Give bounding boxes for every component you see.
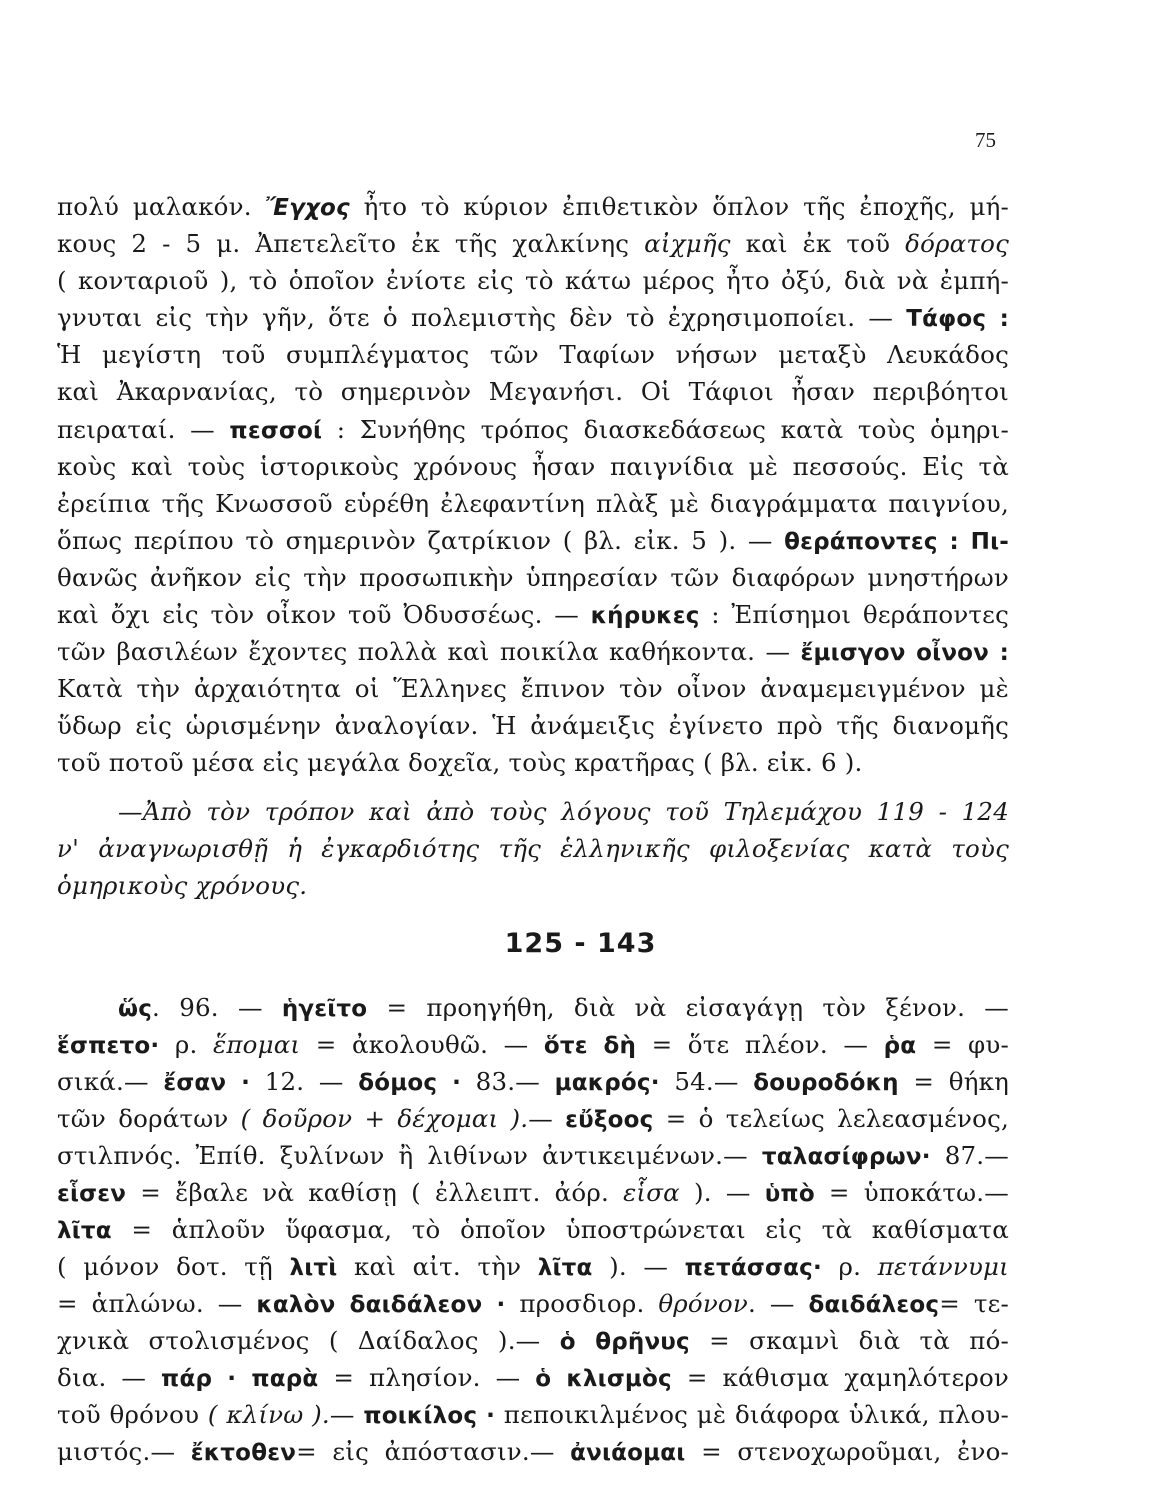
text-line: χνικὰ στολισμένος ( Δαίδαλος ).— ὁ θρῆνυς = σκαμνὶ διὰ τὰ πό- <box>57 1326 1009 1355</box>
text-line: εἷσεν = ἔβαλε νὰ καθίσῃ ( ἐλλειπτ. ἀόρ. εἷσα ). — ὑπὸ = ὑποκάτω.— <box>57 1178 1009 1207</box>
text-line: Ἡ μεγίστη τοῦ συμπλέγματος τῶν Ταφίων νήσων μεταξὺ Λευκάδος <box>57 340 1009 369</box>
text-line: μιστός.— ἔκτοθεν= εἰς ἀπόστασιν.— ἀνιάομαι = στενοχωροῦμαι, ἐνο- <box>57 1437 1009 1466</box>
text-line: ( μόνον δοτ. τῇ λιτὶ καὶ αἰτ. τὴν λῖτα ). — πετάσσας· ρ. πετάννυμι <box>57 1252 1009 1281</box>
text-line: δια. — πάρ · παρὰ = πλησίον. — ὁ κλισμὸς = κάθισμα χαμηλότερον <box>57 1363 1009 1392</box>
term-tafos: Τάφος <box>906 306 987 332</box>
text-line: σικά.— ἔσαν · 12. — δόμος · 83.— μακρός· 54.— δουροδόκη = θήκη <box>57 1067 1009 1096</box>
text-line: ὕδωρ εἰς ὡρισμένην ἀναλογίαν. Ἡ ἀνάμειξις ἐγίνετο πρὸ τῆς διανομῆς <box>57 711 1009 740</box>
text-line: κους 2 - 5 μ. Ἀπετελεῖτο ἐκ τῆς χαλκίνης αἰχμῆς καὶ ἐκ τοῦ δόρατος <box>57 229 1009 258</box>
text-line: ἕσπετο· ρ. ἕπομαι = ἀκολουθῶ. — ὅτε δὴ = ὅτε πλέον. — ῥα = φυ- <box>57 1030 1009 1059</box>
page-number: 75 <box>975 128 996 152</box>
term-enchos: Ἔγχος <box>265 195 350 221</box>
text-line: στιλπνός. Ἐπίθ. ξυλίνων ἢ λιθίνων ἀντικειμένων.— ταλασίφρων· 87.— <box>57 1141 1009 1170</box>
text-line: λῖτα = ἁπλοῦν ὕφασμα, τὸ ὁποῖον ὑποστρώνεται εἰς τὰ καθίσματα <box>57 1215 1009 1244</box>
term-kerykes: κήρυκες <box>590 603 700 629</box>
text-line: ὥς. 96. — ἡγεῖτο = προηγήθη, διὰ νὰ εἰσαγάγῃ τὸν ξένον. — <box>118 993 1009 1022</box>
text-line: τῶν βασιλέων ἔχοντες πολλὰ καὶ ποικίλα καθήκοντα. — ἔμισγον οἶνον : <box>57 637 1009 666</box>
text-line: ὅπως περίπου τὸ σημερινὸν ζατρίκιον ( βλ. εἰκ. 5 ). — θεράποντες : Πι- <box>57 526 1009 555</box>
text-line: κοὺς καὶ τοὺς ἱστορικοὺς χρόνους ἦσαν παιγνίδια μὲ πεσσούς. Εἰς τὰ <box>57 452 1009 481</box>
text-line: —Ἀπὸ τὸν τρόπον καὶ ἀπὸ τοὺς λόγους τοῦ Τηλεμάχου 119 - 124 <box>118 797 1009 826</box>
text-line: γνυται εἰς τὴν γῆν, ὅτε ὁ πολεμιστὴς δὲν τὸ ἐχρησιμοποίει. — Τάφος : <box>57 303 1009 332</box>
text-line: Κατὰ τὴν ἀρχαιότητα οἱ Ἕλληνες ἔπινον τὸν οἶνον ἀναμεμειγμένον μὲ <box>57 674 1009 703</box>
text-line: τοῦ θρόνου ( κλίνω ).— ποικίλος · πεποικιλμένος μὲ διάφορα ὑλικά, πλου- <box>57 1400 1009 1429</box>
term-pessoi: πεσσοί <box>229 418 323 444</box>
term-emisgon-oinon: ἔμισγον οἶνον <box>800 640 990 666</box>
text-line: ἐρείπια τῆς Κνωσσοῦ εὑρέθη ἐλεφαντίνη πλὰξ μὲ διαγράμματα παιγνίου, <box>57 489 1009 518</box>
text-line: πειραταί. — πεσσοί : Συνήθης τρόπος διασκεδάσεως κατὰ τοὺς ὁμηρι- <box>57 415 1009 444</box>
term-therapontes: θεράποντες <box>784 529 938 555</box>
text-line: = ἁπλώνω. — καλὸν δαιδάλεον · προσδιορ. θρόνον. — δαιδάλεος= τε- <box>57 1289 1009 1318</box>
text-line: τῶν δοράτων ( δοῦρον + δέχομαι ).— εὔξοος = ὁ τελείως λελεασμένος, <box>57 1104 1009 1133</box>
text-line: τοῦ ποτοῦ μέσα εἰς μεγάλα δοχεῖα, τοὺς κρατῆρας ( βλ. εἰκ. 6 ). <box>57 748 863 777</box>
section-heading: 125 - 143 <box>504 928 657 959</box>
text-line: ( κονταριοῦ ), τὸ ὁποῖον ἐνίοτε εἰς τὸ κάτω μέρος ἦτο ὀξύ, διὰ νὰ ἐμπή- <box>57 266 1009 295</box>
text-line: καὶ ὄχι εἰς τὸν οἶκον τοῦ Ὀδυσσέως. — κήρυκες : Ἐπίσημοι θεράποντες <box>57 600 1009 629</box>
text-line: ὁμηρικοὺς χρόνους. <box>57 871 308 900</box>
text-line: θανῶς ἀνῆκον εἰς τὴν προσωπικὴν ὑπηρεσίαν τῶν διαφόρων μνηστήρων <box>57 563 1009 592</box>
text-line: πολύ μαλακόν. Ἔγχος ἦτο τὸ κύριον ἐπιθετικὸν ὅπλον τῆς ἐποχῆς, μή- <box>57 192 1009 221</box>
text-line: ν' ἀναγνωρισθῇ ἡ ἐγκαρδιότης τῆς ἑλληνικῆς φιλοξενίας κατὰ τοὺς <box>57 834 1009 863</box>
text-line: καὶ Ἀκαρνανίας, τὸ σημερινὸν Μεγανήσι. Οἱ Τάφιοι ἦσαν περιβόητοι <box>57 377 1009 406</box>
